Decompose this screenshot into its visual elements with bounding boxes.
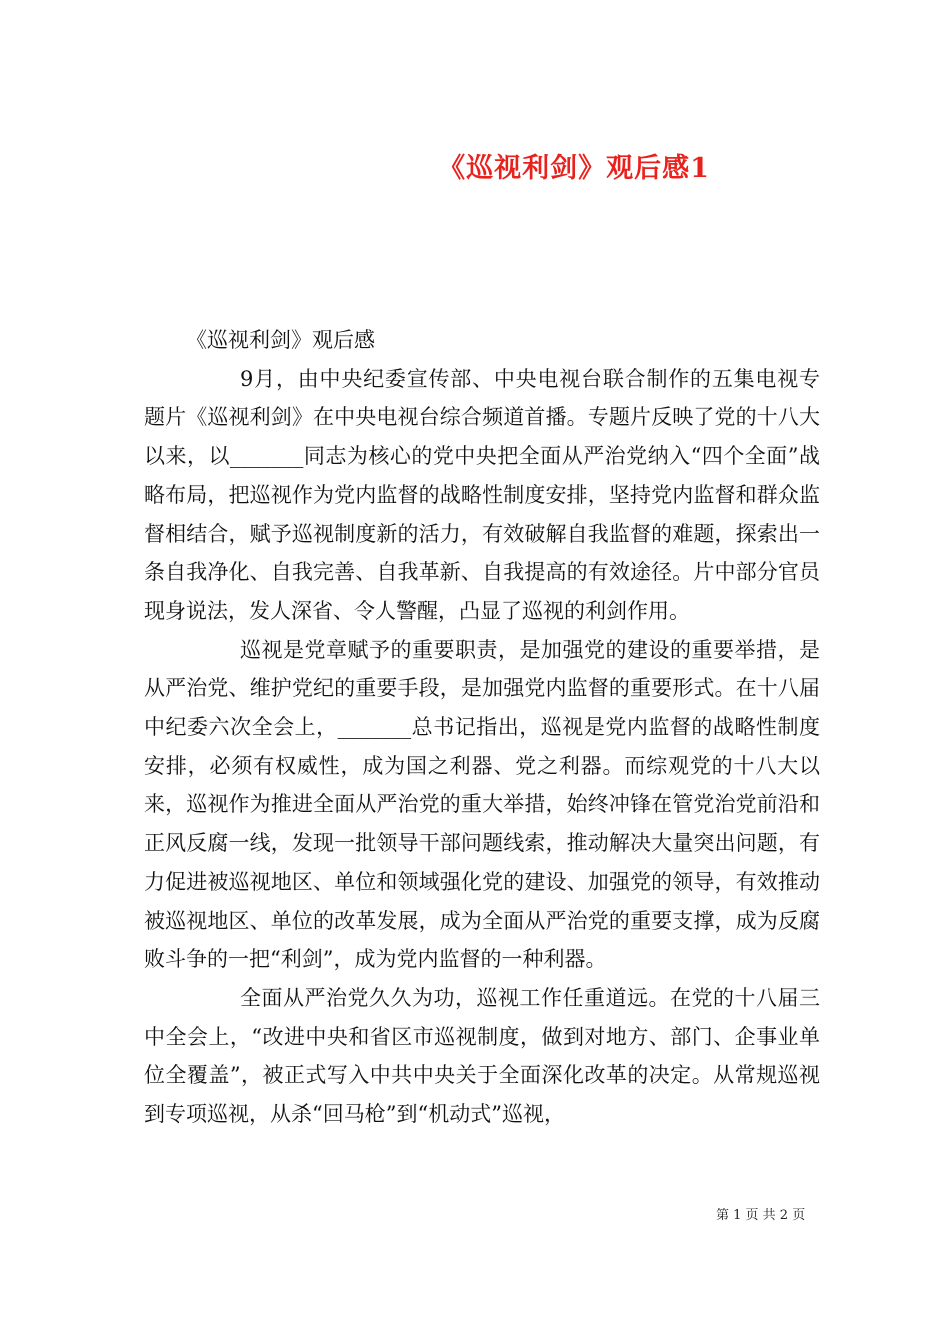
document-subheading: 《巡视利剑》观后感	[186, 328, 375, 352]
page-number-footer: 第 1 页 共 2 页	[716, 1208, 806, 1223]
body-paragraph-1: 9月，由中央纪委宣传部、中央电视台联合制作的五集电视专题片《巡视利剑》在中央电视台综合频道首播。专题片反映了党的十八大以来，以_______同志为核心的党中央把全面从严治党纳入“四个全面”战略布局，把巡视作为党内监督的战略性制度安排，坚持党内监督和群众监督相结合，赋予巡视制度新的活力，有效破解自我监督的难题，探索出一条自我净化、自我完善、自我革新、自我提高的有效途径。片中部分官员现身说法，发人深省、令人警醒，凸显了巡视的利剑作用。	[144, 366, 820, 623]
body-paragraph-3: 全面从严治党久久为功，巡视工作任重道远。在党的十八届三中全会上，“改进中央和省区市巡视制度，做到对地方、部门、企事业单位全覆盖”，被正式写入中共中央关于全面深化改革的决定。从常规巡视到专项巡视，从杀“回马枪”到“机动式”巡视，	[144, 985, 820, 1127]
body-paragraph-2: 巡视是党章赋予的重要职责，是加强党的建设的重要举措，是从严治党、维护党纪的重要手段，是加强党内监督的重要形式。在十八届中纪委六次全会上，_______总书记指出，巡视是党内监督的战略性制度安排，必须有权威性，成为国之利器、党之利器。而综观党的十八大以来，巡视作为推进全面从严治党的重大举措，始终冲锋在管党治党前沿和正风反腐一线，发现一批领导干部问题线索，推动解决大量突出问题，有力促进被巡视地区、单位和领域强化党的建设、加强党的领导，有效推动被巡视地区、单位的改革发展，成为全面从严治党的重要支撑，成为反腐败斗争的一把“利剑”，成为党内监督的一种利器。	[144, 637, 820, 972]
document-body	[144, 321, 820, 1134]
document-title: 《巡视利剑》观后感1	[438, 153, 710, 185]
